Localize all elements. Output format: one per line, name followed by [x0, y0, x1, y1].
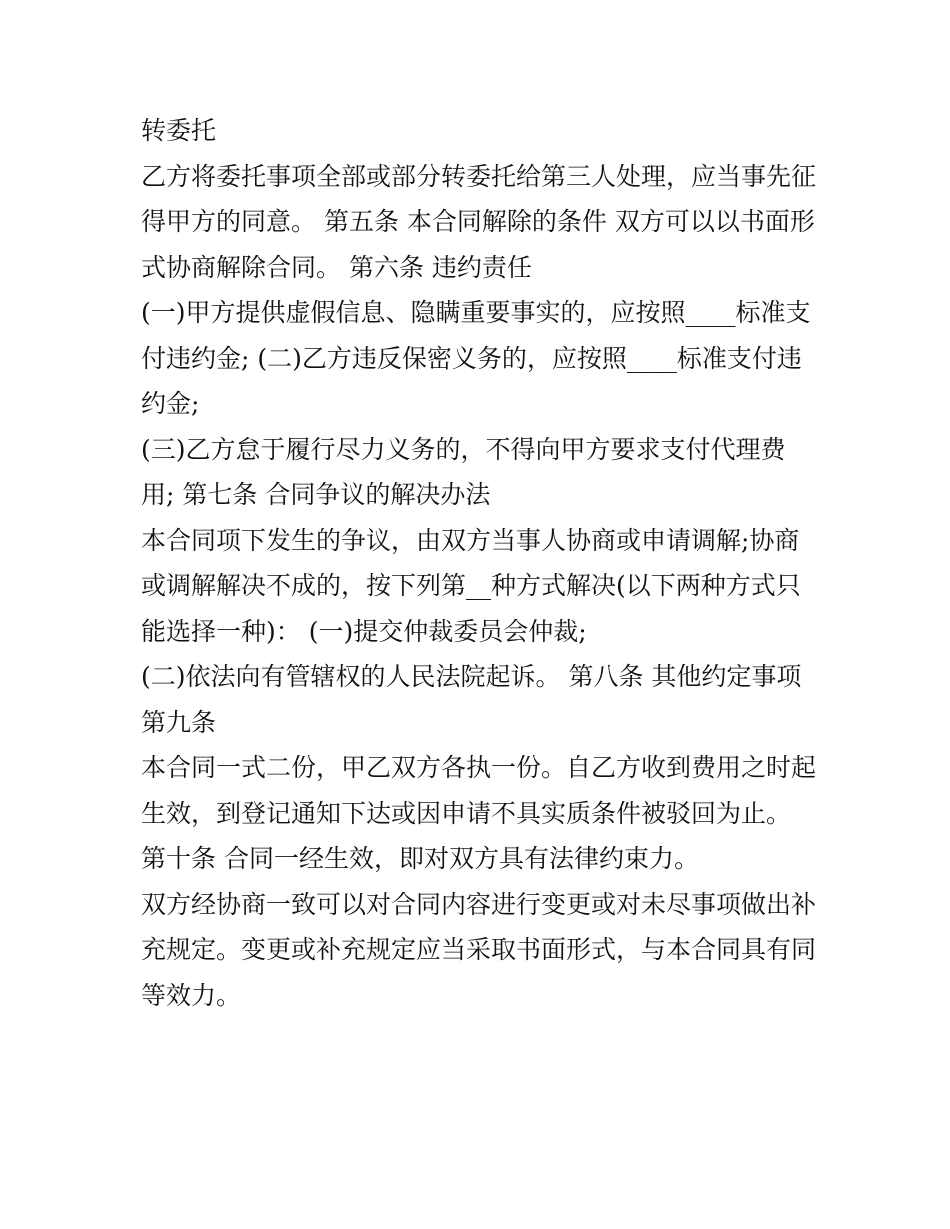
text-line: 乙方将委托事项全部或部分转委托给第三人处理，应当事先征	[141, 161, 817, 191]
text-line: (二)依法向有管辖权的人民法院起诉。 第八条 其他约定事项	[141, 662, 802, 691]
text-line: 能选择一种)： (一)提交仲裁委员会仲裁;	[141, 616, 587, 646]
text-line: 充规定。变更或补充规定应当采取书面形式，与本合同具有同	[141, 935, 817, 964]
text-line: 等效力。	[141, 980, 242, 1010]
text-line: (一)甲方提供虚假信息、隐瞒重要事实的，应按照____标准支	[141, 298, 811, 327]
text-line: 用; 第七条 合同争议的解决办法	[141, 480, 491, 509]
document-body	[141, 108, 821, 1018]
text-line: 双方经协商一致可以对合同内容进行变更或对未尽事项做出补	[141, 889, 817, 919]
text-line: 第九条	[141, 707, 217, 737]
text-line: 付违约金; (二)乙方违反保密义务的，应按照____标准支付违	[141, 343, 802, 373]
text-line: 第十条 合同一经生效，即对双方具有法律约束力。	[141, 844, 699, 873]
text-line: 或调解解决不成的，按下列第__种方式解决(以下两种方式只	[141, 571, 801, 600]
text-line: 转委托	[141, 116, 217, 145]
text-line: 本合同项下发生的争议，由双方当事人协商或申请调解;协商	[141, 525, 800, 555]
text-line: (三)乙方怠于履行尽力义务的，不得向甲方要求支付代理费	[141, 434, 786, 464]
text-line: 约金;	[141, 389, 200, 418]
text-line: 得甲方的同意。 第五条 本合同解除的条件 双方可以以书面形	[141, 207, 815, 236]
text-line: 式协商解除合同。 第六条 违约责任	[141, 252, 532, 282]
text-line: 本合同一式二份，甲乙双方各执一份。自乙方收到费用之时起	[141, 753, 817, 782]
text-line: 生效，到登记通知下达或因申请不具实质条件被驳回为止。	[141, 798, 792, 828]
